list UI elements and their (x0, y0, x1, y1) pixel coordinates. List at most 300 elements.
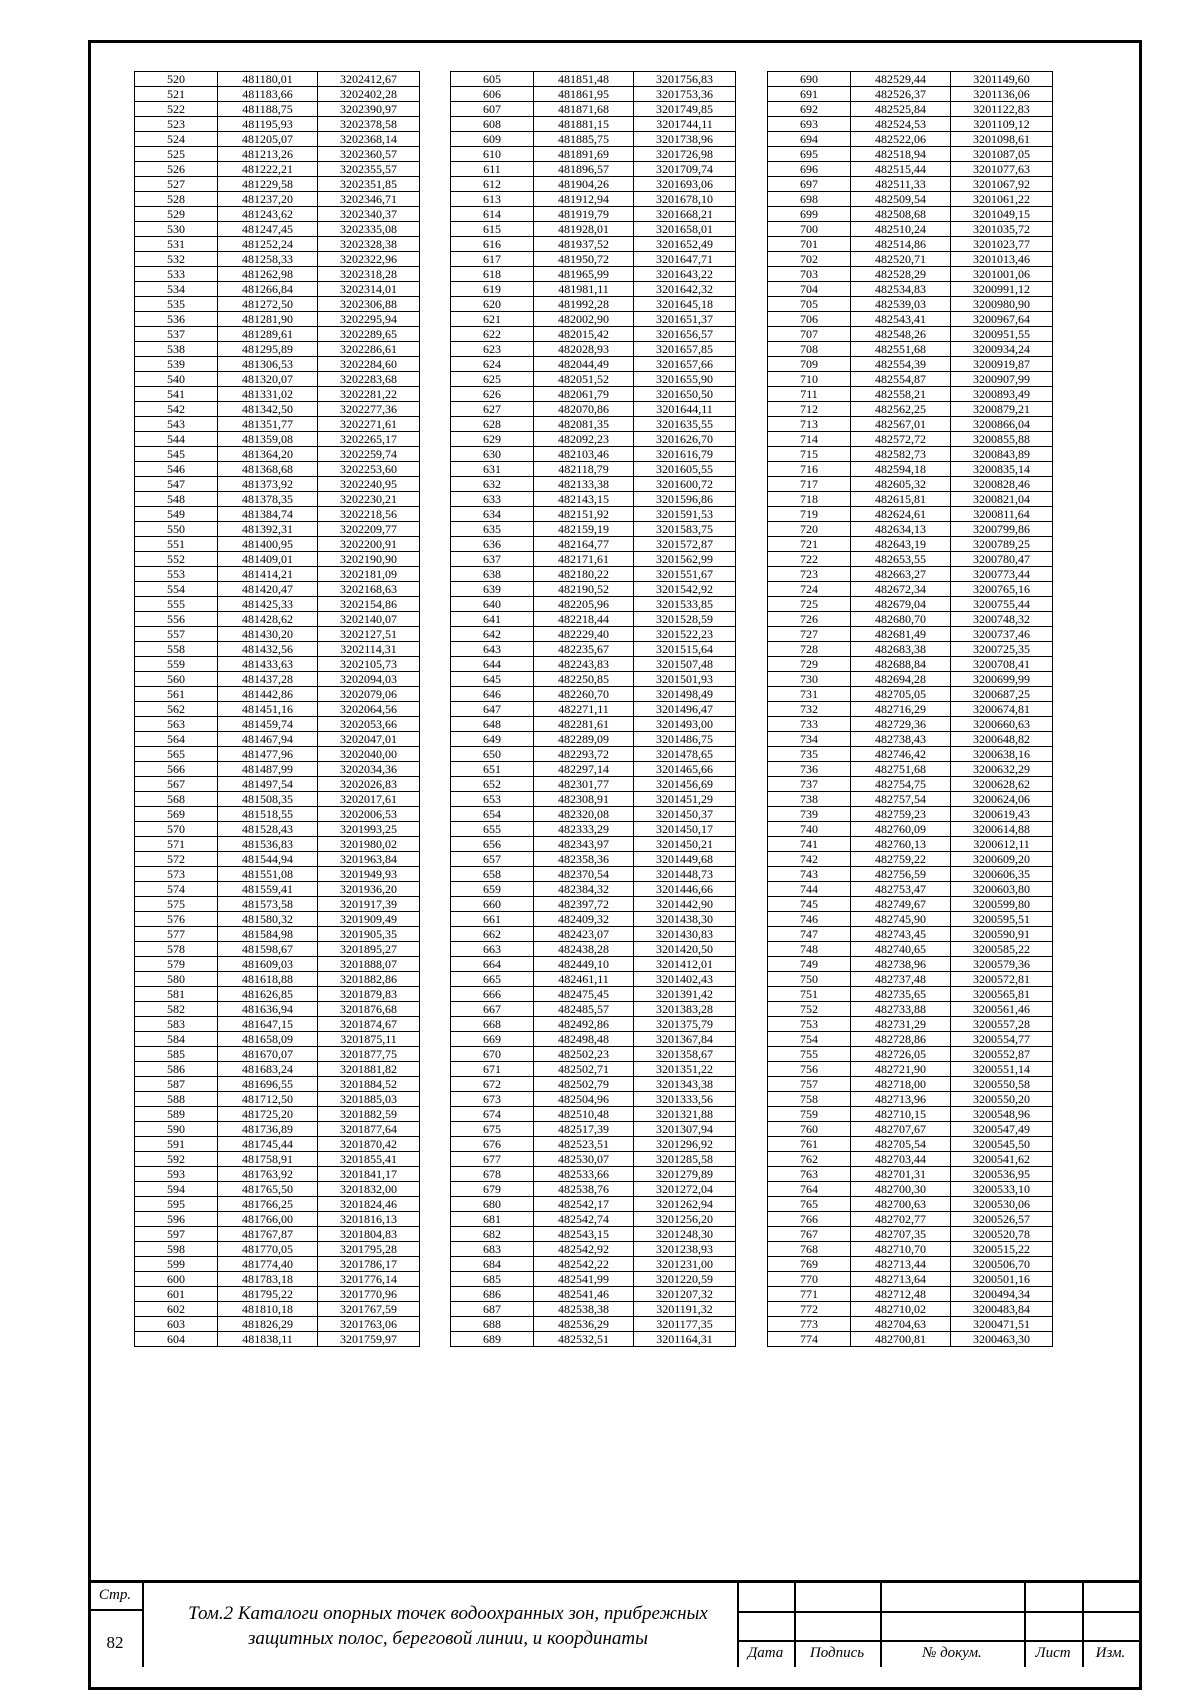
x-coordinate: 481758,91 (218, 1152, 318, 1167)
table-row (768, 477, 1053, 492)
x-coordinate: 482320,08 (534, 807, 634, 822)
x-coordinate: 482118,79 (534, 462, 634, 477)
point-number: 663 (451, 942, 534, 957)
x-coordinate: 481205,07 (218, 132, 318, 147)
y-coordinate: 3202284,60 (318, 357, 420, 372)
signature-label: Подпись (809, 1645, 865, 1661)
table-row (768, 342, 1053, 357)
y-coordinate: 3201528,59 (634, 612, 736, 627)
table-row (768, 642, 1053, 657)
y-coordinate: 3201596,86 (634, 492, 736, 507)
y-coordinate: 3201749,85 (634, 102, 736, 117)
x-coordinate: 481851,48 (534, 72, 634, 87)
point-number: 536 (135, 312, 218, 327)
point-number: 735 (768, 747, 851, 762)
y-coordinate: 3200648,82 (951, 732, 1053, 747)
point-number: 564 (135, 732, 218, 747)
x-coordinate: 481766,00 (218, 1212, 318, 1227)
y-coordinate: 3200533,10 (951, 1182, 1053, 1197)
table-row (451, 822, 736, 837)
table-row (451, 147, 736, 162)
point-number: 566 (135, 762, 218, 777)
x-coordinate: 482525,84 (851, 102, 951, 117)
x-coordinate: 482515,44 (851, 162, 951, 177)
x-coordinate: 482530,07 (534, 1152, 634, 1167)
table-row (451, 327, 736, 342)
point-number: 647 (451, 702, 534, 717)
x-coordinate: 482308,91 (534, 792, 634, 807)
y-coordinate: 3201616,79 (634, 447, 736, 462)
x-coordinate: 482511,33 (851, 177, 951, 192)
table-row (768, 1047, 1053, 1062)
point-number: 727 (768, 627, 851, 642)
y-coordinate: 3202168,63 (318, 582, 420, 597)
table-row (135, 1077, 420, 1092)
point-number: 612 (451, 177, 534, 192)
point-number: 769 (768, 1257, 851, 1272)
x-coordinate: 482250,85 (534, 672, 634, 687)
table-row (135, 282, 420, 297)
x-coordinate: 482705,05 (851, 687, 951, 702)
table-row (451, 717, 736, 732)
table-row (451, 1062, 736, 1077)
y-coordinate: 3200780,47 (951, 552, 1053, 567)
point-number: 547 (135, 477, 218, 492)
x-coordinate: 481384,74 (218, 507, 318, 522)
x-coordinate: 481559,41 (218, 882, 318, 897)
y-coordinate: 3202140,07 (318, 612, 420, 627)
point-number: 538 (135, 342, 218, 357)
x-coordinate: 482384,32 (534, 882, 634, 897)
x-coordinate: 482681,49 (851, 627, 951, 642)
x-coordinate: 482718,00 (851, 1077, 951, 1092)
y-coordinate: 3202181,09 (318, 567, 420, 582)
x-coordinate: 481487,99 (218, 762, 318, 777)
point-number: 573 (135, 867, 218, 882)
y-coordinate: 3202265,17 (318, 432, 420, 447)
table-row (135, 942, 420, 957)
y-coordinate: 3201248,30 (634, 1227, 736, 1242)
point-number: 692 (768, 102, 851, 117)
y-coordinate: 3200632,29 (951, 762, 1053, 777)
table-row (135, 537, 420, 552)
point-number: 675 (451, 1122, 534, 1137)
table-row (135, 102, 420, 117)
y-coordinate: 3200687,25 (951, 687, 1053, 702)
x-coordinate: 482475,45 (534, 987, 634, 1002)
point-number: 745 (768, 897, 851, 912)
y-coordinate: 3202271,61 (318, 417, 420, 432)
x-coordinate: 482703,44 (851, 1152, 951, 1167)
table-row (768, 1092, 1053, 1107)
point-number: 703 (768, 267, 851, 282)
point-number: 687 (451, 1302, 534, 1317)
x-coordinate: 482002,90 (534, 312, 634, 327)
x-coordinate: 482498,48 (534, 1032, 634, 1047)
y-coordinate: 3201562,99 (634, 552, 736, 567)
table-row (768, 897, 1053, 912)
title-block-divider (88, 1609, 142, 1611)
y-coordinate: 3201449,68 (634, 852, 736, 867)
point-number: 753 (768, 1017, 851, 1032)
table-row (135, 1062, 420, 1077)
x-coordinate: 481433,63 (218, 657, 318, 672)
point-number: 593 (135, 1167, 218, 1182)
x-coordinate: 481745,44 (218, 1137, 318, 1152)
point-number: 635 (451, 522, 534, 537)
title-block-divider (737, 1640, 1139, 1642)
table-row (768, 1257, 1053, 1272)
point-number: 719 (768, 507, 851, 522)
point-number: 652 (451, 777, 534, 792)
point-number: 671 (451, 1062, 534, 1077)
y-coordinate: 3201507,48 (634, 657, 736, 672)
point-number: 729 (768, 657, 851, 672)
table-row (451, 732, 736, 747)
y-coordinate: 3200843,89 (951, 447, 1053, 462)
table-row (451, 912, 736, 927)
y-coordinate: 3201238,93 (634, 1242, 736, 1257)
table-row (135, 567, 420, 582)
y-coordinate: 3202360,57 (318, 147, 420, 162)
y-coordinate: 3201709,74 (634, 162, 736, 177)
table-row (451, 1287, 736, 1302)
x-coordinate: 482738,96 (851, 957, 951, 972)
x-coordinate: 482502,79 (534, 1077, 634, 1092)
x-coordinate: 481409,01 (218, 552, 318, 567)
x-coordinate: 481237,20 (218, 192, 318, 207)
x-coordinate: 482760,13 (851, 837, 951, 852)
y-coordinate: 3201651,37 (634, 312, 736, 327)
y-coordinate: 3202281,22 (318, 387, 420, 402)
x-coordinate: 482700,30 (851, 1182, 951, 1197)
x-coordinate: 481573,58 (218, 897, 318, 912)
point-number: 741 (768, 837, 851, 852)
y-coordinate: 3200501,16 (951, 1272, 1053, 1287)
point-number: 553 (135, 567, 218, 582)
table-row (451, 342, 736, 357)
y-coordinate: 3200515,22 (951, 1242, 1053, 1257)
x-coordinate: 482541,46 (534, 1287, 634, 1302)
x-coordinate: 482333,29 (534, 822, 634, 837)
x-coordinate: 482551,68 (851, 342, 951, 357)
point-number: 592 (135, 1152, 218, 1167)
y-coordinate: 3200773,44 (951, 567, 1053, 582)
point-number: 714 (768, 432, 851, 447)
y-coordinate: 3201642,32 (634, 282, 736, 297)
y-coordinate: 3201738,96 (634, 132, 736, 147)
table-row (451, 612, 736, 627)
point-number: 551 (135, 537, 218, 552)
table-row (451, 867, 736, 882)
y-coordinate: 3201522,23 (634, 627, 736, 642)
table-row (135, 1272, 420, 1287)
table-row (451, 1092, 736, 1107)
table-row (768, 237, 1053, 252)
x-coordinate: 481437,28 (218, 672, 318, 687)
table-row (768, 252, 1053, 267)
table-row (135, 492, 420, 507)
table-row (451, 1257, 736, 1272)
x-coordinate: 481400,95 (218, 537, 318, 552)
table-row (768, 282, 1053, 297)
y-coordinate: 3201035,72 (951, 222, 1053, 237)
table-row (135, 867, 420, 882)
y-coordinate: 3200603,80 (951, 882, 1053, 897)
y-coordinate: 3201448,73 (634, 867, 736, 882)
table-row (451, 1317, 736, 1332)
point-number: 562 (135, 702, 218, 717)
x-coordinate: 481763,92 (218, 1167, 318, 1182)
table-row (135, 702, 420, 717)
point-number: 659 (451, 882, 534, 897)
x-coordinate: 482159,19 (534, 522, 634, 537)
point-number: 731 (768, 687, 851, 702)
y-coordinate: 3200821,04 (951, 492, 1053, 507)
table-row (451, 687, 736, 702)
x-coordinate: 482542,17 (534, 1197, 634, 1212)
table-row (135, 597, 420, 612)
table-row (135, 117, 420, 132)
table-row (135, 357, 420, 372)
x-coordinate: 482524,53 (851, 117, 951, 132)
x-coordinate: 482605,32 (851, 477, 951, 492)
table-row (135, 87, 420, 102)
point-number: 596 (135, 1212, 218, 1227)
y-coordinate: 3202318,28 (318, 267, 420, 282)
table-row (135, 462, 420, 477)
x-coordinate: 482653,55 (851, 552, 951, 567)
y-coordinate: 3201220,59 (634, 1272, 736, 1287)
table-row (135, 1107, 420, 1122)
y-coordinate: 3202017,61 (318, 792, 420, 807)
table-row (135, 552, 420, 567)
point-number: 751 (768, 987, 851, 1002)
table-row (135, 522, 420, 537)
point-number: 558 (135, 642, 218, 657)
x-coordinate: 481195,93 (218, 117, 318, 132)
table-row (451, 672, 736, 687)
table-row (768, 492, 1053, 507)
x-coordinate: 482738,43 (851, 732, 951, 747)
table-row (768, 1197, 1053, 1212)
table-row (451, 447, 736, 462)
y-coordinate: 3200699,99 (951, 672, 1053, 687)
x-coordinate: 481342,50 (218, 402, 318, 417)
table-row (768, 267, 1053, 282)
table-row (451, 312, 736, 327)
x-coordinate: 482753,47 (851, 882, 951, 897)
point-number: 527 (135, 177, 218, 192)
table-row (451, 1182, 736, 1197)
point-number: 607 (451, 102, 534, 117)
table-row (768, 522, 1053, 537)
point-number: 772 (768, 1302, 851, 1317)
y-coordinate: 3201870,42 (318, 1137, 420, 1152)
x-coordinate: 482504,96 (534, 1092, 634, 1107)
x-coordinate: 481736,89 (218, 1122, 318, 1137)
y-coordinate: 3201763,06 (318, 1317, 420, 1332)
y-coordinate: 3201882,59 (318, 1107, 420, 1122)
x-coordinate: 481320,07 (218, 372, 318, 387)
x-coordinate: 481378,35 (218, 492, 318, 507)
y-coordinate: 3200557,28 (951, 1017, 1053, 1032)
x-coordinate: 482301,77 (534, 777, 634, 792)
x-coordinate: 482643,19 (851, 537, 951, 552)
x-coordinate: 482743,45 (851, 927, 951, 942)
table-row (451, 192, 736, 207)
point-number: 634 (451, 507, 534, 522)
x-coordinate: 481247,45 (218, 222, 318, 237)
point-number: 623 (451, 342, 534, 357)
point-number: 605 (451, 72, 534, 87)
point-number: 645 (451, 672, 534, 687)
table-row (135, 777, 420, 792)
y-coordinate: 3200552,87 (951, 1047, 1053, 1062)
y-coordinate: 3202335,08 (318, 222, 420, 237)
point-number: 584 (135, 1032, 218, 1047)
x-coordinate: 481871,68 (534, 102, 634, 117)
point-number: 654 (451, 807, 534, 822)
y-coordinate: 3201501,93 (634, 672, 736, 687)
table-row (451, 162, 736, 177)
point-number: 673 (451, 1092, 534, 1107)
x-coordinate: 482759,23 (851, 807, 951, 822)
x-coordinate: 482492,86 (534, 1017, 634, 1032)
x-coordinate: 482663,27 (851, 567, 951, 582)
table-row (451, 1242, 736, 1257)
y-coordinate: 3201888,07 (318, 957, 420, 972)
x-coordinate: 481795,22 (218, 1287, 318, 1302)
y-coordinate: 3202053,66 (318, 717, 420, 732)
y-coordinate: 3200506,70 (951, 1257, 1053, 1272)
x-coordinate: 482538,76 (534, 1182, 634, 1197)
point-number: 586 (135, 1062, 218, 1077)
table-row (768, 1137, 1053, 1152)
x-coordinate: 482297,14 (534, 762, 634, 777)
x-coordinate: 482701,31 (851, 1167, 951, 1182)
y-coordinate: 3201542,92 (634, 582, 736, 597)
x-coordinate: 482707,35 (851, 1227, 951, 1242)
x-coordinate: 482343,97 (534, 837, 634, 852)
y-coordinate: 3201652,49 (634, 237, 736, 252)
table-row (768, 702, 1053, 717)
table-row (451, 1212, 736, 1227)
point-number: 762 (768, 1152, 851, 1167)
y-coordinate: 3201001,06 (951, 267, 1053, 282)
y-coordinate: 3200980,90 (951, 297, 1053, 312)
point-number: 680 (451, 1197, 534, 1212)
y-coordinate: 3201442,90 (634, 897, 736, 912)
point-number: 717 (768, 477, 851, 492)
y-coordinate: 3202006,53 (318, 807, 420, 822)
point-number: 579 (135, 957, 218, 972)
point-number: 578 (135, 942, 218, 957)
point-number: 742 (768, 852, 851, 867)
point-number: 744 (768, 882, 851, 897)
x-coordinate: 481885,75 (534, 132, 634, 147)
x-coordinate: 482517,39 (534, 1122, 634, 1137)
x-coordinate: 482370,54 (534, 867, 634, 882)
point-number: 733 (768, 717, 851, 732)
point-number: 767 (768, 1227, 851, 1242)
x-coordinate: 481670,07 (218, 1047, 318, 1062)
y-coordinate: 3202064,56 (318, 702, 420, 717)
table-row (451, 507, 736, 522)
point-number: 723 (768, 567, 851, 582)
table-row (135, 1257, 420, 1272)
table-row (135, 897, 420, 912)
y-coordinate: 3200536,95 (951, 1167, 1053, 1182)
table-row (451, 567, 736, 582)
y-coordinate: 3201832,00 (318, 1182, 420, 1197)
y-coordinate: 3201478,65 (634, 747, 736, 762)
point-number: 572 (135, 852, 218, 867)
y-coordinate: 3201767,59 (318, 1302, 420, 1317)
y-coordinate: 3200547,49 (951, 1122, 1053, 1137)
table-row (135, 222, 420, 237)
x-coordinate: 482710,70 (851, 1242, 951, 1257)
x-coordinate: 482536,29 (534, 1317, 634, 1332)
point-number: 598 (135, 1242, 218, 1257)
table-row (451, 747, 736, 762)
table-row (135, 747, 420, 762)
x-coordinate: 482205,96 (534, 597, 634, 612)
y-coordinate: 3202277,36 (318, 402, 420, 417)
y-coordinate: 3200483,84 (951, 1302, 1053, 1317)
point-number: 629 (451, 432, 534, 447)
point-number: 532 (135, 252, 218, 267)
y-coordinate: 3201626,70 (634, 432, 736, 447)
point-number: 649 (451, 732, 534, 747)
point-number: 550 (135, 522, 218, 537)
point-number: 529 (135, 207, 218, 222)
x-coordinate: 482485,57 (534, 1002, 634, 1017)
y-coordinate: 3200828,46 (951, 477, 1053, 492)
x-coordinate: 481459,74 (218, 717, 318, 732)
point-number: 643 (451, 642, 534, 657)
point-number: 653 (451, 792, 534, 807)
point-number: 636 (451, 537, 534, 552)
x-coordinate: 482700,81 (851, 1332, 951, 1347)
y-coordinate: 3202094,03 (318, 672, 420, 687)
table-row (135, 837, 420, 852)
point-number: 651 (451, 762, 534, 777)
y-coordinate: 3200565,81 (951, 987, 1053, 1002)
y-coordinate: 3200599,80 (951, 897, 1053, 912)
y-coordinate: 3200893,49 (951, 387, 1053, 402)
x-coordinate: 481229,58 (218, 177, 318, 192)
x-coordinate: 482061,79 (534, 387, 634, 402)
x-coordinate: 481331,02 (218, 387, 318, 402)
x-coordinate: 481508,35 (218, 792, 318, 807)
table-row (135, 1032, 420, 1047)
table-row (768, 1107, 1053, 1122)
table-row (768, 732, 1053, 747)
y-coordinate: 3200919,87 (951, 357, 1053, 372)
table-row (135, 312, 420, 327)
x-coordinate: 482749,67 (851, 897, 951, 912)
point-number: 728 (768, 642, 851, 657)
point-number: 720 (768, 522, 851, 537)
y-coordinate: 3201486,75 (634, 732, 736, 747)
x-coordinate: 482713,44 (851, 1257, 951, 1272)
point-number: 567 (135, 777, 218, 792)
point-number: 582 (135, 1002, 218, 1017)
x-coordinate: 482542,74 (534, 1212, 634, 1227)
table-row (135, 882, 420, 897)
y-coordinate: 3201874,67 (318, 1017, 420, 1032)
